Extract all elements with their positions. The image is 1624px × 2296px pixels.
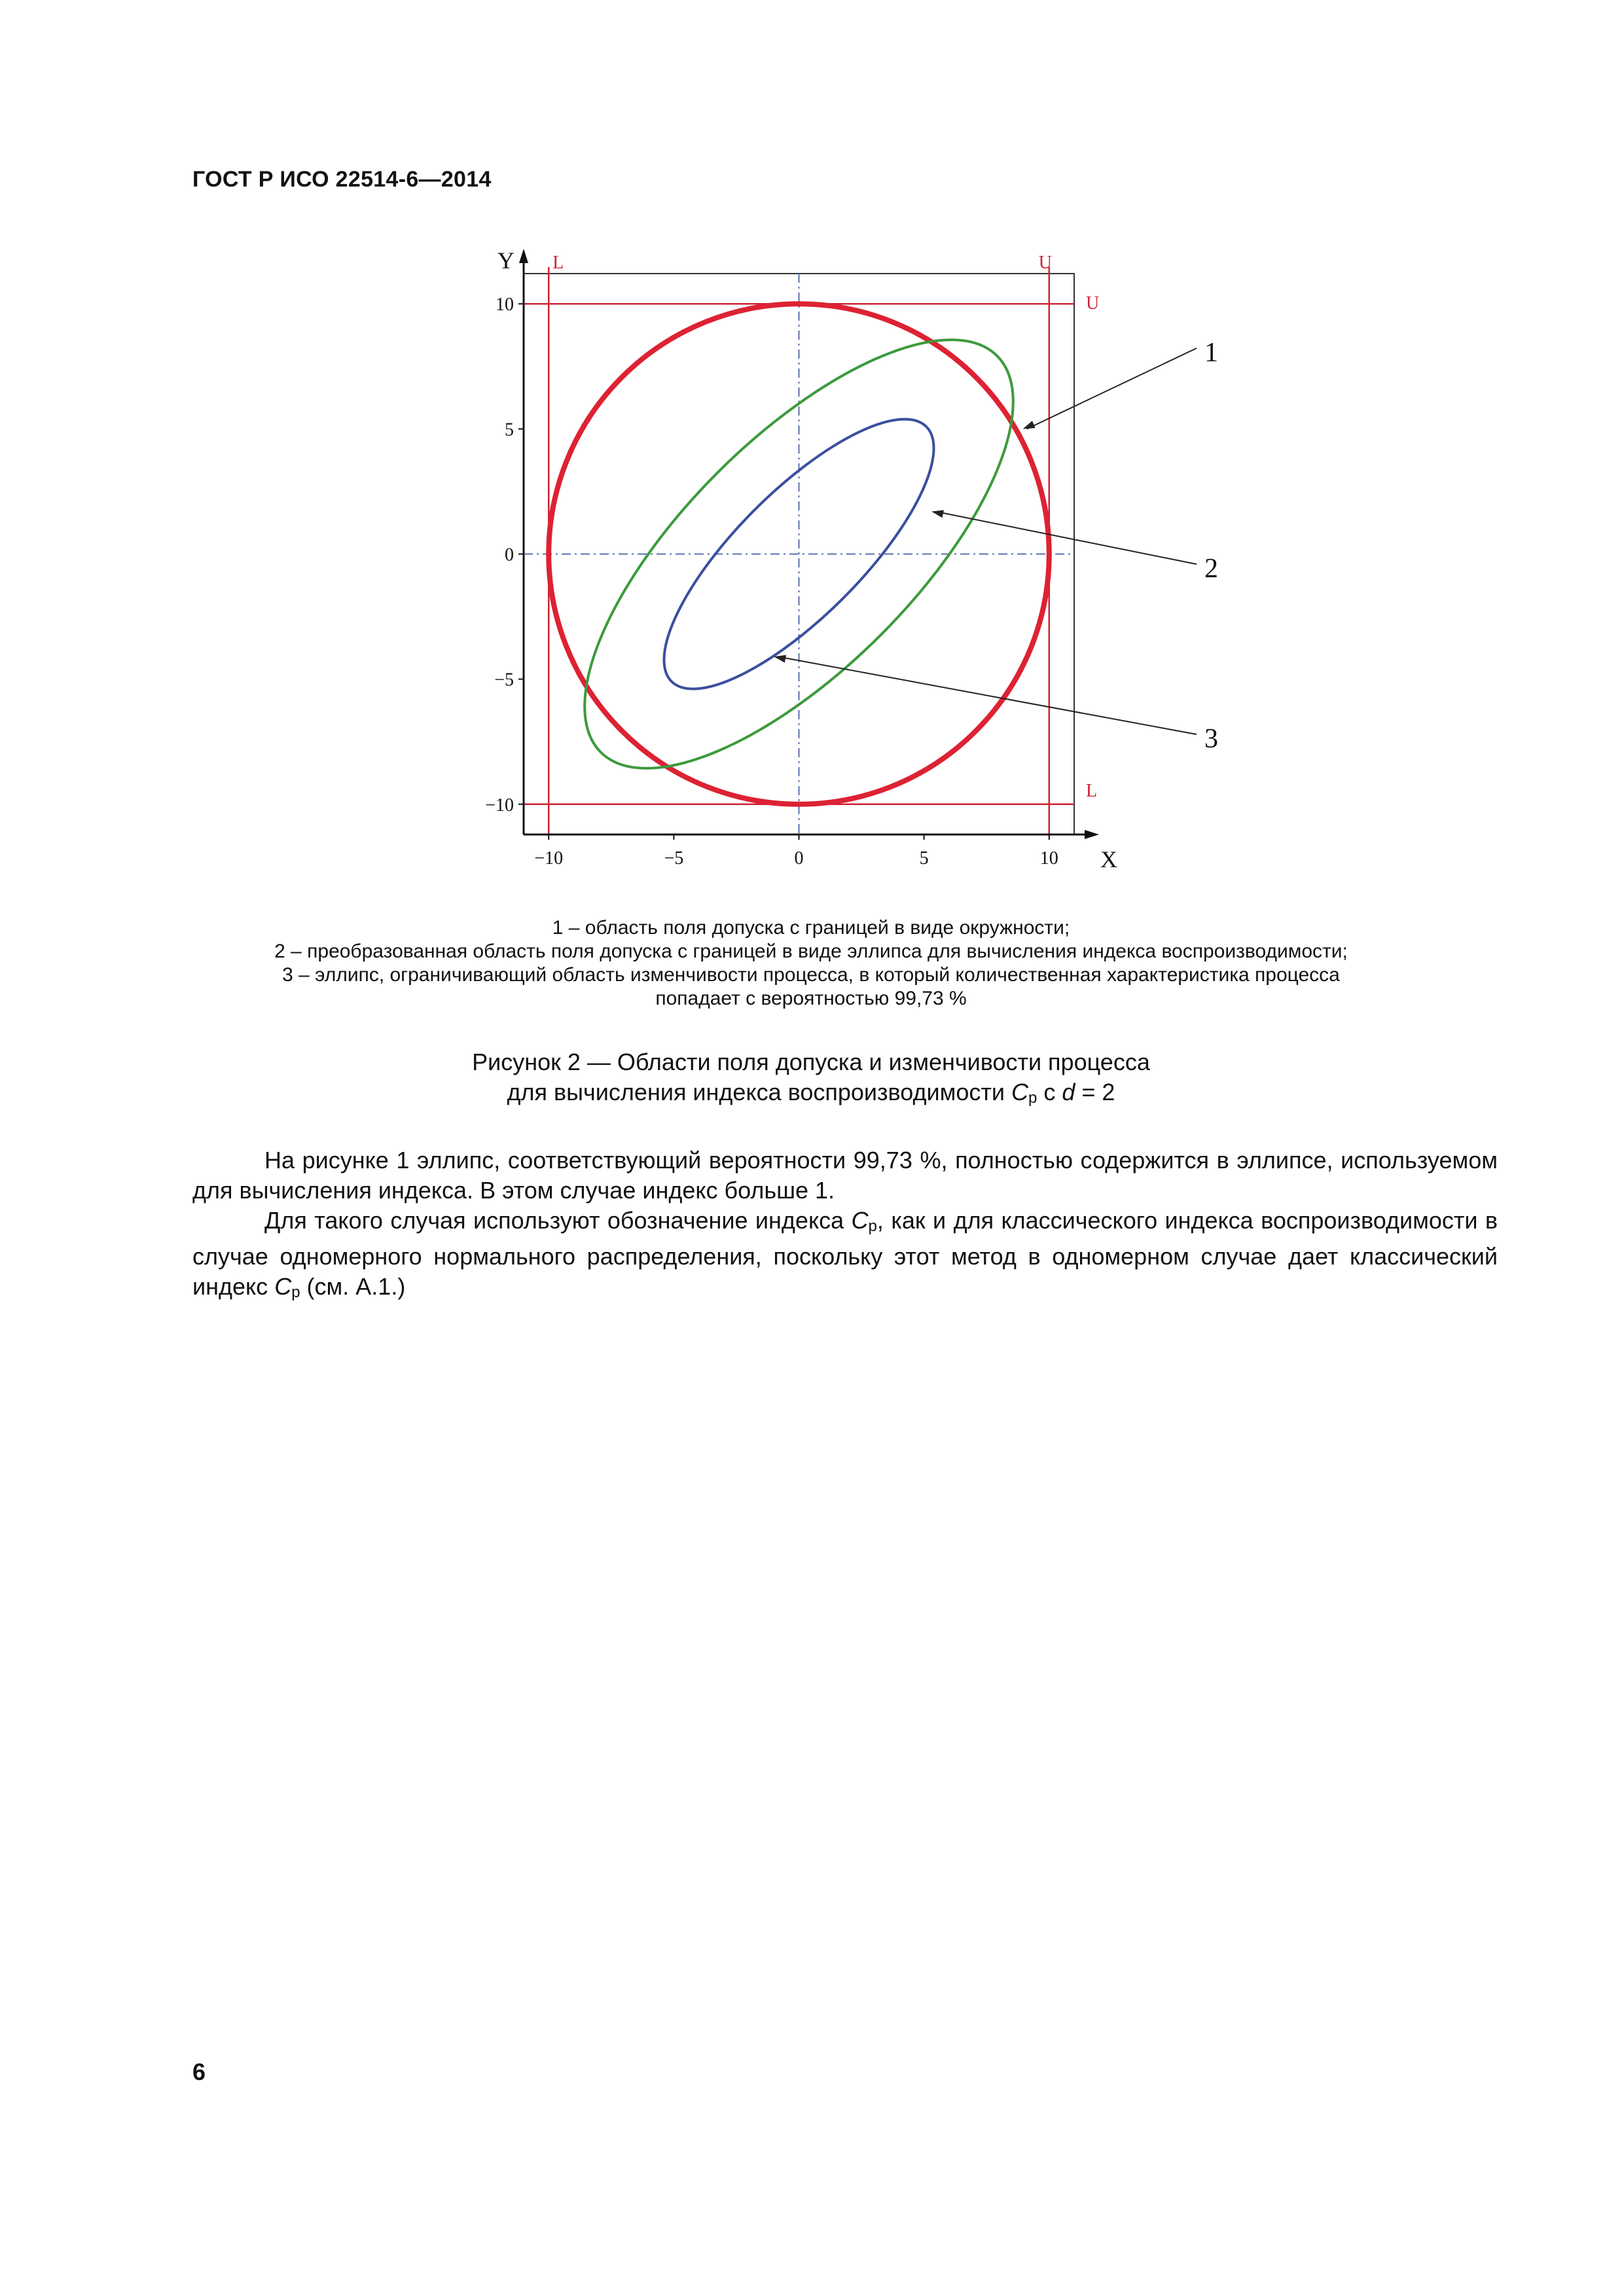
index-symbol: C — [274, 1273, 292, 1300]
paragraph-2-text-mid: , как и для классического индекса воспроизводимости в случае одномерного нормального распределения, поскольку этот метод в одномерном случае дает классический индекс — [192, 1207, 1498, 1300]
index-symbol: C — [851, 1207, 869, 1234]
paragraph-2-text-post: (см. А.1.) — [300, 1273, 406, 1300]
callout-arrowhead-3 — [774, 655, 786, 663]
x-axis-arrow — [1085, 830, 1099, 839]
callout-leader-2 — [935, 512, 1197, 564]
callout-arrowhead-1 — [1023, 421, 1036, 429]
x-tick-label: 5 — [919, 848, 929, 869]
x-tick-label: 10 — [1039, 848, 1058, 869]
index-subscript: p — [291, 1283, 300, 1301]
limit-label-y: U — [1086, 293, 1100, 314]
legend-item-1: 1 – область поля допуска с границей в виде окружности; — [552, 917, 1070, 939]
y-tick-label: −5 — [494, 670, 514, 691]
x-tick-label: 0 — [794, 848, 804, 869]
index-subscript: p — [868, 1217, 877, 1235]
callout-label-1: 1 — [1204, 338, 1218, 368]
caption-line-2 — [192, 1077, 1430, 1113]
d-variable: d — [1062, 1079, 1075, 1105]
callout-label-2: 2 — [1204, 554, 1218, 584]
paragraph-2-text: Для такого случая используют обозначение индекса — [264, 1207, 852, 1234]
y-tick-label: 0 — [505, 545, 514, 565]
legend-item-3: 3 – эллипс, ограничивающий область изменчивости процесса, в который количественная характеристика процесса — [282, 964, 1340, 986]
x-tick-label: −10 — [534, 848, 564, 869]
callout-leader-1 — [1027, 348, 1197, 429]
x-tick-label: −5 — [664, 848, 684, 869]
limit-label-x: U — [1038, 253, 1053, 273]
document-header: ГОСТ Р ИСО 22514-6—2014 — [192, 167, 492, 192]
legend-item-2: 2 – преобразованная область поля допуска с границей в виде эллипса для вычисления индекса воспроизводимости; — [274, 941, 1348, 962]
figure-caption — [192, 1047, 1430, 1113]
y-axis-arrow — [519, 249, 528, 263]
page-number: 6 — [192, 2058, 206, 2085]
x-axis-label: X — [1100, 846, 1117, 872]
y-tick-label: 5 — [505, 420, 514, 440]
body-text — [192, 1145, 1498, 1308]
callout-label-3: 3 — [1204, 724, 1218, 754]
limit-label-x: L — [552, 253, 564, 273]
caption-text-post: = 2 — [1075, 1079, 1115, 1105]
y-axis-label: Y — [497, 249, 514, 274]
tolerance-region-chart — [458, 249, 1270, 890]
caption-text-mid: с — [1037, 1079, 1062, 1105]
figure-legend — [192, 916, 1430, 1011]
index-subscript: p — [1028, 1089, 1038, 1107]
paragraph-1: На рисунке 1 эллипс, соответствующий вероятности 99,73 %, полностью содержится в эллипсе, используемом для вычисления индекса. В этом случае индекс больше 1. — [192, 1147, 1498, 1204]
caption-line-1: Рисунок 2 — Области поля допуска и изменчивости процесса — [472, 1049, 1150, 1075]
paragraph-2 — [192, 1206, 1498, 1308]
y-tick-label: 10 — [496, 295, 514, 315]
index-symbol: C — [1011, 1079, 1028, 1105]
caption-text: для вычисления индекса воспроизводимости — [507, 1079, 1011, 1105]
limit-label-y: L — [1086, 780, 1098, 801]
callout-arrowhead-2 — [931, 510, 944, 518]
y-tick-label: −10 — [485, 795, 514, 816]
legend-item-3-cont: попадает с вероятностью 99,73 % — [655, 988, 967, 1009]
